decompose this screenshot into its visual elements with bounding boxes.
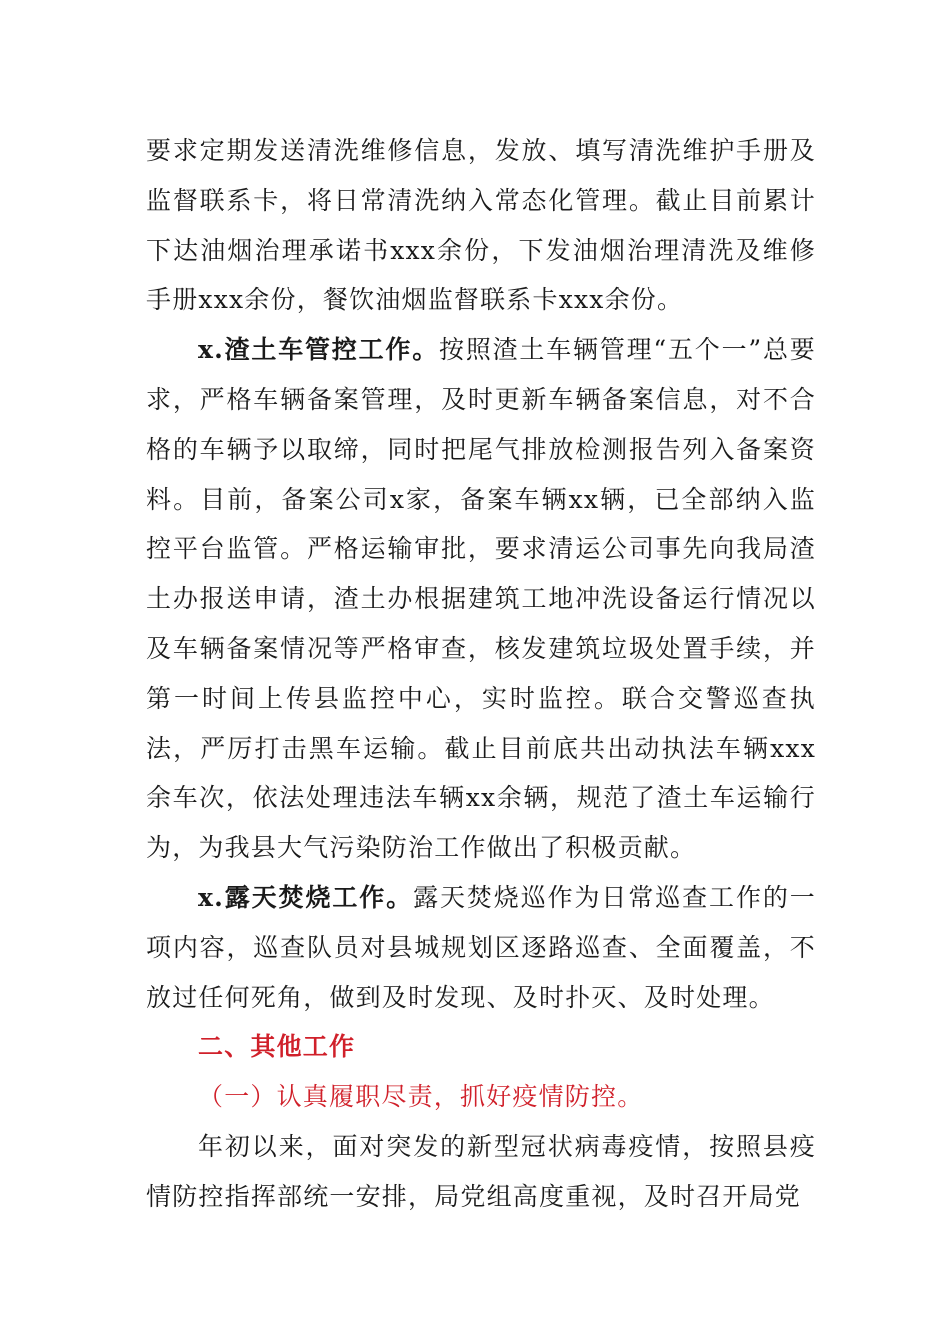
document-page bbox=[146, 126, 816, 1222]
paragraph-body-open-burning: 露天焚烧巡作为日常巡查工作的一项内容，巡查队员对县城规划区逐路巡查、全面覆盖，不放过任何死角，做到及时发现、及时扑灭、及时处理。 bbox=[146, 882, 816, 1012]
section-lead-muck-truck: x.渣土车管控工作。 bbox=[198, 335, 440, 365]
paragraph-open-burning bbox=[146, 873, 816, 1022]
subsection-heading-epidemic: （一）认真履职尽责，抓好疫情防控。 bbox=[198, 1082, 644, 1112]
section-heading-other-work: 二、其他工作 bbox=[198, 1032, 356, 1062]
paragraph-epidemic-intro: 年初以来，面对突发的新型冠状病毒疫情，按照县疫情防控指挥部统一安排，局党组高度重视，及时召开局党 bbox=[146, 1131, 816, 1211]
section-lead-open-burning: x.露天焚烧工作。 bbox=[198, 882, 414, 912]
paragraph-oil-fume-continued: 要求定期发送清洗维修信息，发放、填写清洗维护手册及监督联系卡，将日常清洗纳入常态化管理。截止目前累计下达油烟治理承诺书xxx余份，下发油烟治理清洗及维修手册xxx余份，餐饮油烟监督联系卡xxx余份。 bbox=[146, 136, 816, 315]
paragraph-muck-truck-control bbox=[146, 325, 816, 873]
paragraph-body-muck-truck: 按照渣土车辆管理“五个一”总要求，严格车辆备案管理，及时更新车辆备案信息，对不合格的车辆予以取缔，同时把尾气排放检测报告列入备案资料。目前，备案公司x家，备案车辆xx辆，已全部纳入监控平台监管。严格运输审批，要求清运公司事先向我局渣土办报送申请，渣土办根据建筑工地冲洗设备运行情况以及车辆备案情况等严格审查，核发建筑垃圾处置手续，并第一时间上传县监控中心，实时监控。联合交警巡查执法，严厉打击黑车运输。截止目前底共出动执法车辆xxx余车次，依法处理违法车辆xx余辆，规范了渣土车运输行为，为我县大气污染防治工作做出了积极贡献。 bbox=[146, 335, 816, 863]
